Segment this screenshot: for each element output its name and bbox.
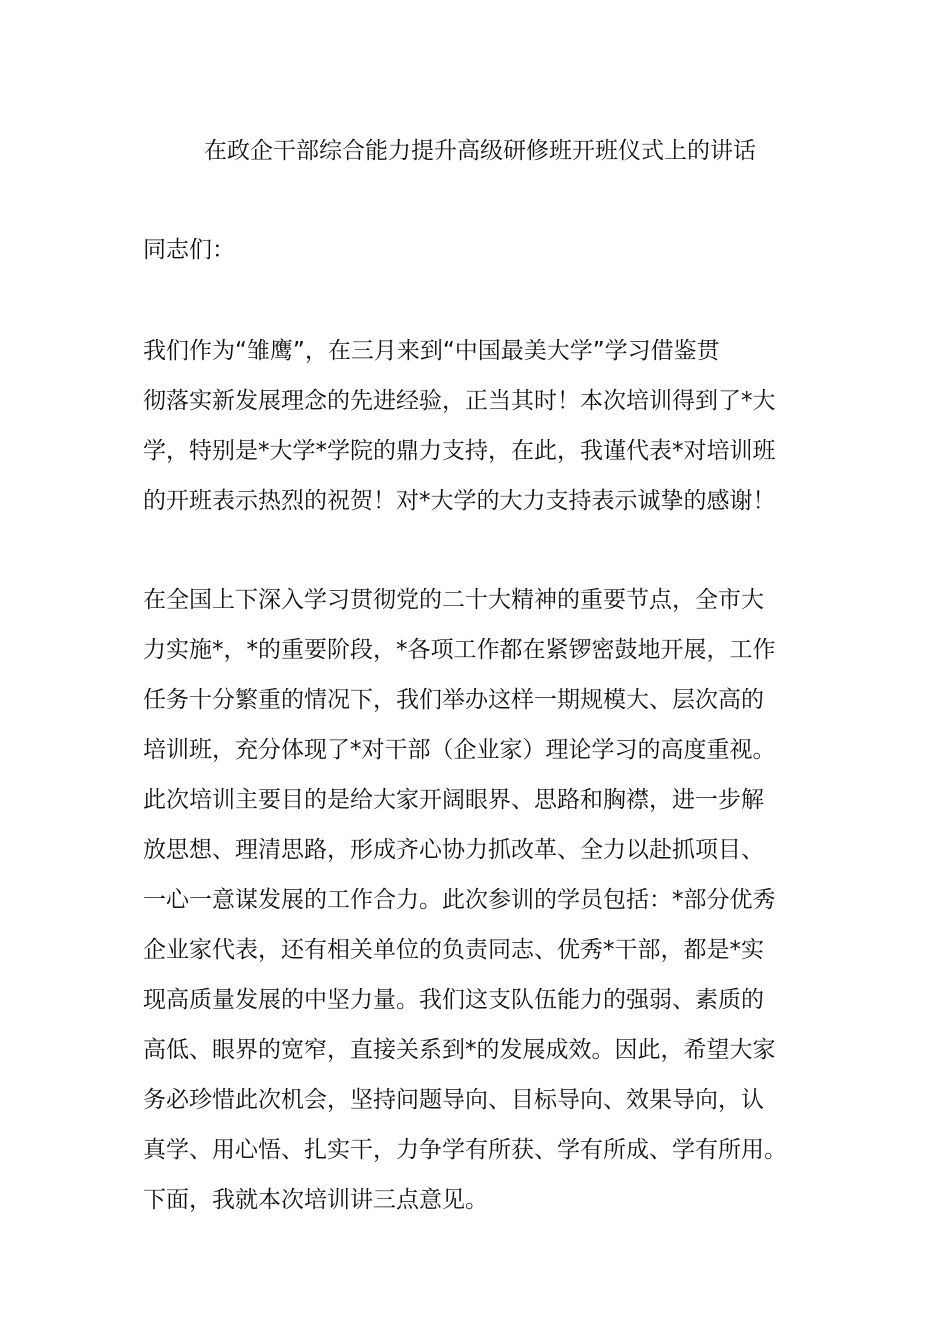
text-line: 高低、眼界的宽窄，直接关系到*的发展成效。因此，希望大家	[143, 1037, 776, 1063]
text-line: 学，特别是*大学*学院的鼎力支持，在此，我谨代表*对培训班	[143, 438, 776, 464]
text-line: 下面，我就本次培训讲三点意见。	[143, 1187, 488, 1213]
text-line: 我们作为“雏鹰”，在三月来到“中国最美大学”学习借鉴贯	[143, 338, 720, 364]
text-line: 一心一意谋发展的工作合力。此次参训的学员包括：*部分优秀	[143, 887, 776, 913]
text-line: 力实施*，*的重要阶段，*各项工作都在紧锣密鼓地开展，工作	[143, 637, 776, 663]
text-line: 放思想、理清思路，形成齐心协力抓改革、全力以赴抓项目、	[143, 837, 764, 863]
paragraph-2	[143, 583, 823, 1233]
text-line: 务必珍惜此次机会，坚持问题导向、目标导向、效果导向，认	[143, 1087, 764, 1113]
text-line: 真学、用心悟、扎实干，力争学有所获、学有所成、学有所用。	[143, 1137, 787, 1163]
salutation: 同志们：	[143, 237, 235, 263]
text-line: 任务十分繁重的情况下，我们举办这样一期规模大、层次高的	[143, 687, 764, 713]
text-line: 在全国上下深入学习贯彻党的二十大精神的重要节点，全市大	[143, 587, 764, 613]
text-line: 现高质量发展的中坚力量。我们这支队伍能力的强弱、素质的	[143, 987, 764, 1013]
text-line: 培训班，充分体现了*对干部（企业家）理论学习的高度重视。	[143, 737, 776, 763]
text-line: 的开班表示热烈的祝贺！对*大学的大力支持表示诚挚的感谢！	[143, 488, 776, 514]
text-line: 此次培训主要目的是给大家开阔眼界、思路和胸襟，进一步解	[143, 787, 764, 813]
paragraph-1	[143, 334, 823, 534]
text-line: 彻落实新发展理念的先进经验，正当其时！本次培训得到了*大	[143, 388, 776, 414]
text-line: 企业家代表，还有相关单位的负责同志、优秀*干部，都是*实	[143, 937, 764, 963]
document-title: 在政企干部综合能力提升高级研修班开班仪式上的讲话	[204, 138, 756, 164]
